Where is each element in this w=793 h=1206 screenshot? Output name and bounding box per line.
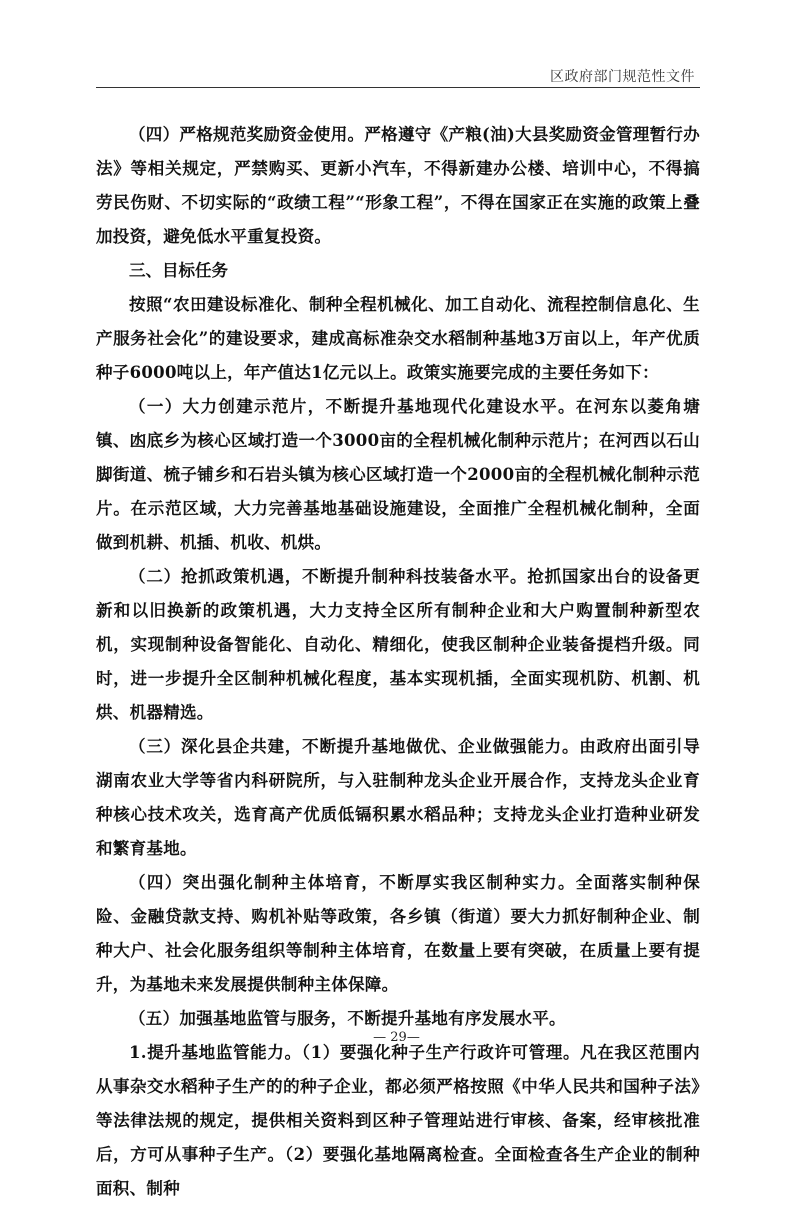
- header-title: 区政府部门规范性文件: [550, 69, 695, 85]
- header-divider: [96, 87, 700, 88]
- paragraph-supervision-service: （五）加强基地监管与服务，不断提升基地有序发展水平。: [129, 1009, 566, 1028]
- paragraph-demo-zones: （一）大力创建示范片，不断提升基地现代化建设水平。在河东以菱角塘镇、凼底乡为核心区域打造一个3000亩的全程机械化制种示范片；在河西以石山脚街道、梳子铺乡和石岩头镇为核心区域打造一个2000亩的全程机械化制种示范片。在示范区域，大力完善基地基础设施建设，全面推广全程机械化制种，全面做到机耕、机插、机收、机烘。: [96, 397, 700, 552]
- section-heading-goals: 三、目标任务: [129, 261, 228, 280]
- paragraph-policy-opportunity: （二）抢抓政策机遇，不断提升制种科技装备水平。抢抓国家出台的设备更新和以旧换新的政策机遇，大力支持全区所有制种企业和大户购置制种新型农机，实现制种设备智能化、自动化、精细化，使我区制种企业装备提档升级。同时，进一步提升全区制种机械化程度，基本实现机插，全面实现机防、机割、机烘、机器精选。: [96, 567, 700, 722]
- page-number: — 29—: [373, 1030, 420, 1045]
- paragraph-county-enterprise: （三）深化县企共建，不断提升基地做优、企业做强能力。由政府出面引导湖南农业大学等省内科研院所，与入驻制种龙头企业开展合作，支持龙头企业育种核心技术攻关，选育高产优质低镉积累水稻品种；支持龙头企业打造种业研发和繁育基地。: [96, 737, 700, 858]
- paragraph-construction-requirements: 按照“农田建设标准化、制种全程机械化、加工自动化、流程控制信息化、生产服务社会化”的建设要求，建成高标准杂交水稻制种基地3万亩以上，年产优质种子6000吨以上，年产值达1亿元以上。政策实施要完成的主要任务如下：: [96, 295, 700, 382]
- paragraph-supervision-capacity: 1.提升基地监管能力。（1）要强化种子生产行政许可管理。凡在我区范围内从事杂交水稻种子生产的的种子企业，都必须严格按照《中华人民共和国种子法》等法律法规的规定，提供相关资料到区种子管理站进行审核、备案，经审核批准后，方可从事种子生产。（2）要强化基地隔离检查。全面检查各生产企业的制种面积、制种: [96, 1043, 700, 1198]
- paragraph-subject-cultivation: （四）突出强化制种主体培育，不断厚实我区制种实力。全面落实制种保险、金融贷款支持、购机补贴等政策，各乡镇（街道）要大力抓好制种企业、制种大户、社会化服务组织等制种主体培育，在数量上要有突破，在质量上要有提升，为基地未来发展提供制种主体保障。: [96, 873, 700, 994]
- paragraph-reward-funds: （四）严格规范奖励资金使用。严格遵守《产粮(油)大县奖励资金管理暂行办法》等相关规定，严禁购买、更新小汽车，不得新建办公楼、培训中心，不得搞劳民伤财、不切实际的“政绩工程”“形象工程”，不得在国家正在实施的政策上叠加投资，避免低水平重复投资。: [96, 125, 700, 246]
